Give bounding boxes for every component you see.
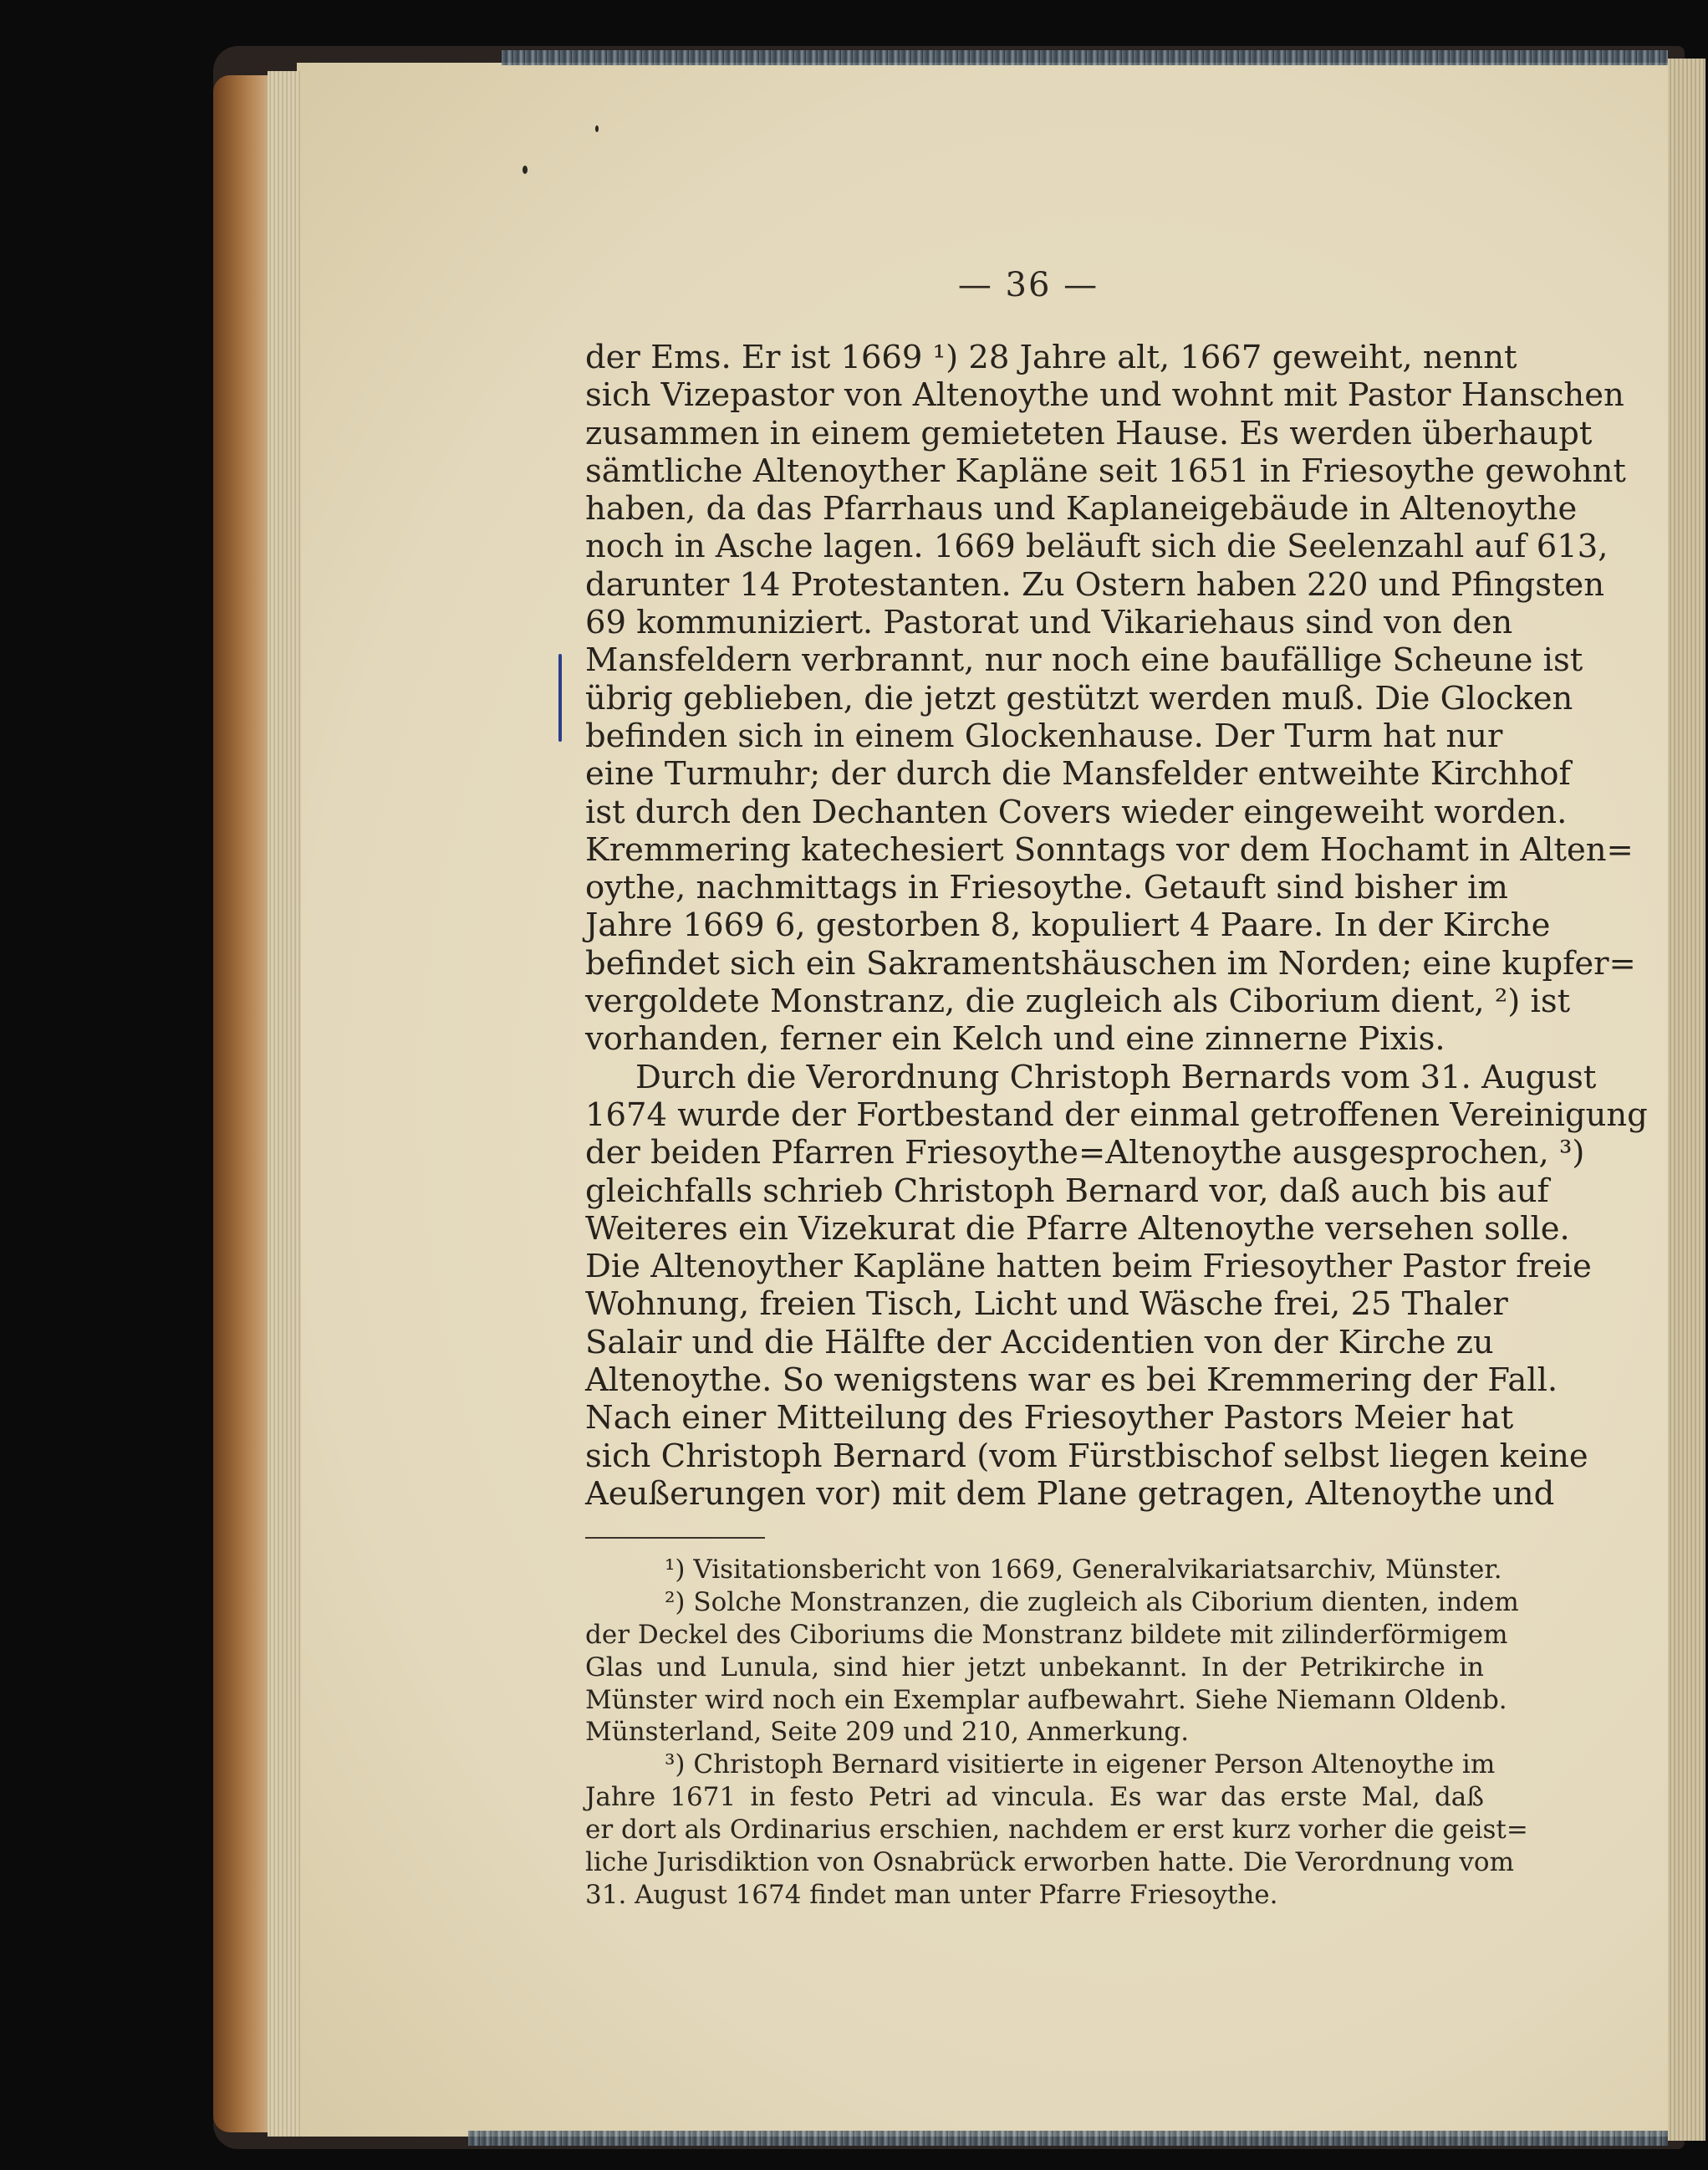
footnotes (585, 1554, 1528, 1912)
bottom-marbled-edge (468, 2131, 1668, 2146)
text-line: darunter 14 Protestanten. Zu Ostern haben 220 und Pfingsten (585, 565, 1605, 604)
text-line: übrig geblieben, die jetzt gestützt werden muß. Die Glocken (585, 679, 1573, 717)
text-line: Jahre 1669 6, gestorben 8, kopuliert 4 Paare. In der Kirche (585, 906, 1551, 945)
text-line: Mansfeldern verbrannt, nur noch eine baufällige Scheune ist (585, 641, 1583, 680)
main-text (585, 339, 1648, 1513)
text-line: der beiden Pfarren Friesoythe=Altenoythe ausgesprochen, ³) (585, 1134, 1585, 1172)
text-line: gleichfalls schrieb Christoph Bernard vor, daß auch bis auf (585, 1172, 1549, 1210)
text-line: der Ems. Er ist 1669 ¹) 28 Jahre alt, 1667 geweiht, nennt (585, 339, 1517, 376)
text-line: Altenoythe. So wenigstens war es bei Kremmering der Fall. (585, 1361, 1558, 1400)
footnote-line: er dort als Ordinarius erschien, nachdem er erst kurz vorher die geist= (585, 1815, 1528, 1846)
text-line: vergoldete Monstranz, die zugleich als Ciborium dient, ²) ist (585, 983, 1571, 1021)
text-line: sich Vizepastor von Altenoythe und wohnt mit Pastor Hanschen (585, 376, 1624, 415)
footnote-line: liche Jurisdiktion von Osnabrück erworben hatte. Die Verordnung vom (585, 1847, 1514, 1878)
text-line: sämtliche Altenoyther Kapläne seit 1651 in Friesoythe gewohnt (585, 452, 1626, 490)
text-line: Wohnung, freien Tisch, Licht und Wäsche frei, 25 Thaler (585, 1285, 1508, 1324)
footnote-line: ³) Christoph Bernard visitierte in eigener Person Altenoythe im (665, 1749, 1496, 1780)
page-number: — 36 — (957, 266, 1099, 304)
margin-pencil-mark (558, 654, 562, 742)
text-line: zusammen in einem gemieteten Hause. Es werden überhaupt (585, 414, 1593, 452)
text-line: befinden sich in einem Glockenhause. Der Turm hat nur (585, 717, 1503, 755)
footnote-line: Jahre 1671 in festo Petri ad vincula. Es war das erste Mal, daß (585, 1782, 1484, 1813)
text-line: Die Altenoyther Kapläne hatten beim Friesoyther Pastor freie (585, 1248, 1592, 1286)
text-line: ist durch den Dechanten Covers wieder eingeweiht worden. (585, 793, 1568, 831)
footnote-line: ²) Solche Monstranzen, die zugleich als Ciborium dienten, indem (665, 1586, 1519, 1617)
text-line: Weiteres ein Vizekurat die Pfarre Altenoythe versehen solle. (585, 1209, 1570, 1248)
text-line: Durch die Verordnung Christoph Bernards vom 31. August (635, 1058, 1597, 1096)
footnote-line: 31. August 1674 findet man unter Pfarre Friesoythe. (585, 1879, 1278, 1910)
footnote-line: der Deckel des Ciboriums die Monstranz bildete mit zilinderförmigem (585, 1619, 1508, 1650)
footnote-line: ¹) Visitationsbericht von 1669, Generalvikariatsarchiv, Münster. (665, 1555, 1502, 1585)
page-speck (523, 166, 528, 174)
footnote-line: Glas und Lunula, sind hier jetzt unbekannt. In der Petrikirche in (585, 1652, 1484, 1682)
text-line: befindet sich ein Sakramentshäuschen im Norden; eine kupfer= (585, 944, 1636, 983)
text-line: haben, da das Pfarrhaus und Kaplaneigebäude in Altenoythe (585, 490, 1578, 528)
footnote-separator (585, 1537, 765, 1539)
page-speck (595, 125, 599, 132)
text-line: sich Christoph Bernard (vom Fürstbischof selbst liegen keine (585, 1437, 1588, 1475)
text-line: 69 kommuniziert. Pastorat und Vikariehaus sind von den (585, 604, 1513, 642)
footnote-line: Münster wird noch ein Exemplar aufbewahrt. Siehe Niemann Oldenb. (585, 1684, 1507, 1715)
left-page-edges (268, 71, 301, 2137)
top-marbled-edge (502, 50, 1668, 65)
text-line: Nach einer Mitteilung des Friesoyther Pastors Meier hat (585, 1399, 1514, 1437)
text-line: oythe, nachmittags in Friesoythe. Getauft sind bisher im (585, 869, 1508, 907)
right-page-edges (1668, 59, 1705, 2141)
text-line: eine Turmuhr; der durch die Mansfelder entweihte Kirchhof (585, 755, 1571, 794)
text-line: 1674 wurde der Fortbestand der einmal getroffenen Vereinigung (585, 1095, 1648, 1134)
text-line: Kremmering katechesiert Sonntags vor dem Hochamt in Alten= (585, 830, 1634, 869)
text-line: noch in Asche lagen. 1669 beläuft sich die Seelenzahl auf 613, (585, 528, 1609, 566)
text-line: vorhanden, ferner ein Kelch und eine zinnerne Pixis. (585, 1020, 1445, 1059)
footnote-line: Münsterland, Seite 209 und 210, Anmerkung. (585, 1717, 1190, 1748)
text-line: Aeußerungen vor) mit dem Plane getragen, Altenoythe und (585, 1474, 1555, 1513)
text-line: Salair und die Hälfte der Accidentien von der Kirche zu (585, 1323, 1494, 1361)
